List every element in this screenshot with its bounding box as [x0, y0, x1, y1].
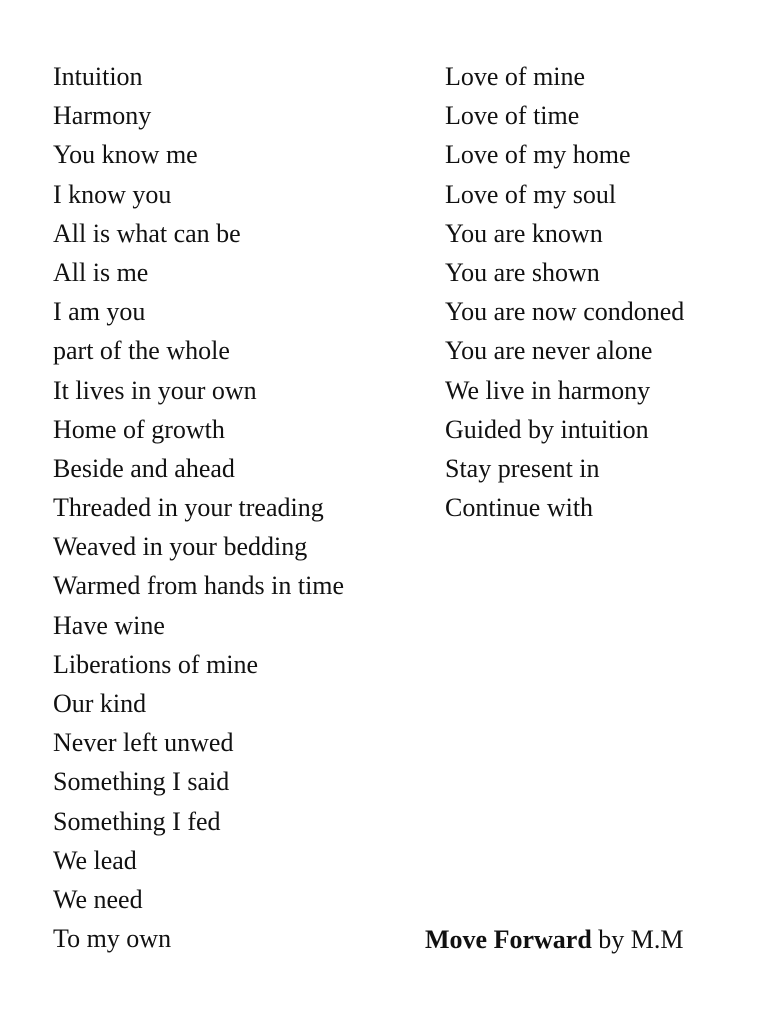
- poem-line: Intuition: [53, 62, 143, 91]
- poem-line: You are never alone: [445, 336, 653, 366]
- poem-line: Warmed from hands in time: [53, 571, 345, 601]
- poem-right-column: [445, 57, 684, 527]
- poem-line: Love of my home: [445, 140, 631, 170]
- poem-line: You are known: [445, 218, 603, 248]
- poem-line: Something I fed: [53, 806, 221, 836]
- poem-line: Home of growth: [53, 414, 225, 444]
- poem-line: Our kind: [53, 689, 147, 718]
- poem-line: Weaved in your bedding: [53, 532, 308, 562]
- poem-line: Love of mine: [445, 62, 586, 91]
- poem-line: Never left unwed: [53, 728, 234, 758]
- poem-line: You know me: [53, 140, 198, 170]
- poem-left-column: [53, 57, 344, 958]
- poem-line: We lead: [53, 845, 137, 875]
- poem-signature: [425, 920, 684, 959]
- poem-line: I am you: [53, 297, 146, 327]
- poem-line: We need: [53, 884, 143, 914]
- poem-line: Love of time: [445, 101, 580, 131]
- poem-title: Move Forward: [425, 925, 592, 954]
- poem-line: Something I said: [53, 767, 230, 797]
- poem-byline: by M.M: [591, 925, 684, 954]
- poem-line: All is me: [53, 257, 149, 287]
- poem-line: Love of my soul: [445, 179, 617, 209]
- poem-line: You are now condoned: [445, 297, 685, 327]
- poem-line: Beside and ahead: [53, 453, 235, 483]
- poem-line: part of the whole: [53, 336, 230, 366]
- poem-line: Liberations of mine: [53, 649, 259, 679]
- poem-line: Harmony: [53, 101, 152, 131]
- poem-line: Threaded in your treading: [53, 493, 324, 523]
- poem-line: Guided by intuition: [445, 414, 649, 444]
- poem-line: I know you: [53, 179, 172, 209]
- poem-line: You are shown: [445, 257, 600, 287]
- poem-line: To my own: [53, 924, 172, 954]
- poem-line: It lives in your own: [53, 375, 257, 405]
- poem-line: We live in harmony: [445, 375, 651, 405]
- poem-line: Have wine: [53, 610, 165, 640]
- poem-line: All is what can be: [53, 218, 241, 248]
- poem-line: Stay present in: [445, 453, 600, 483]
- poem-line: Continue with: [445, 493, 594, 523]
